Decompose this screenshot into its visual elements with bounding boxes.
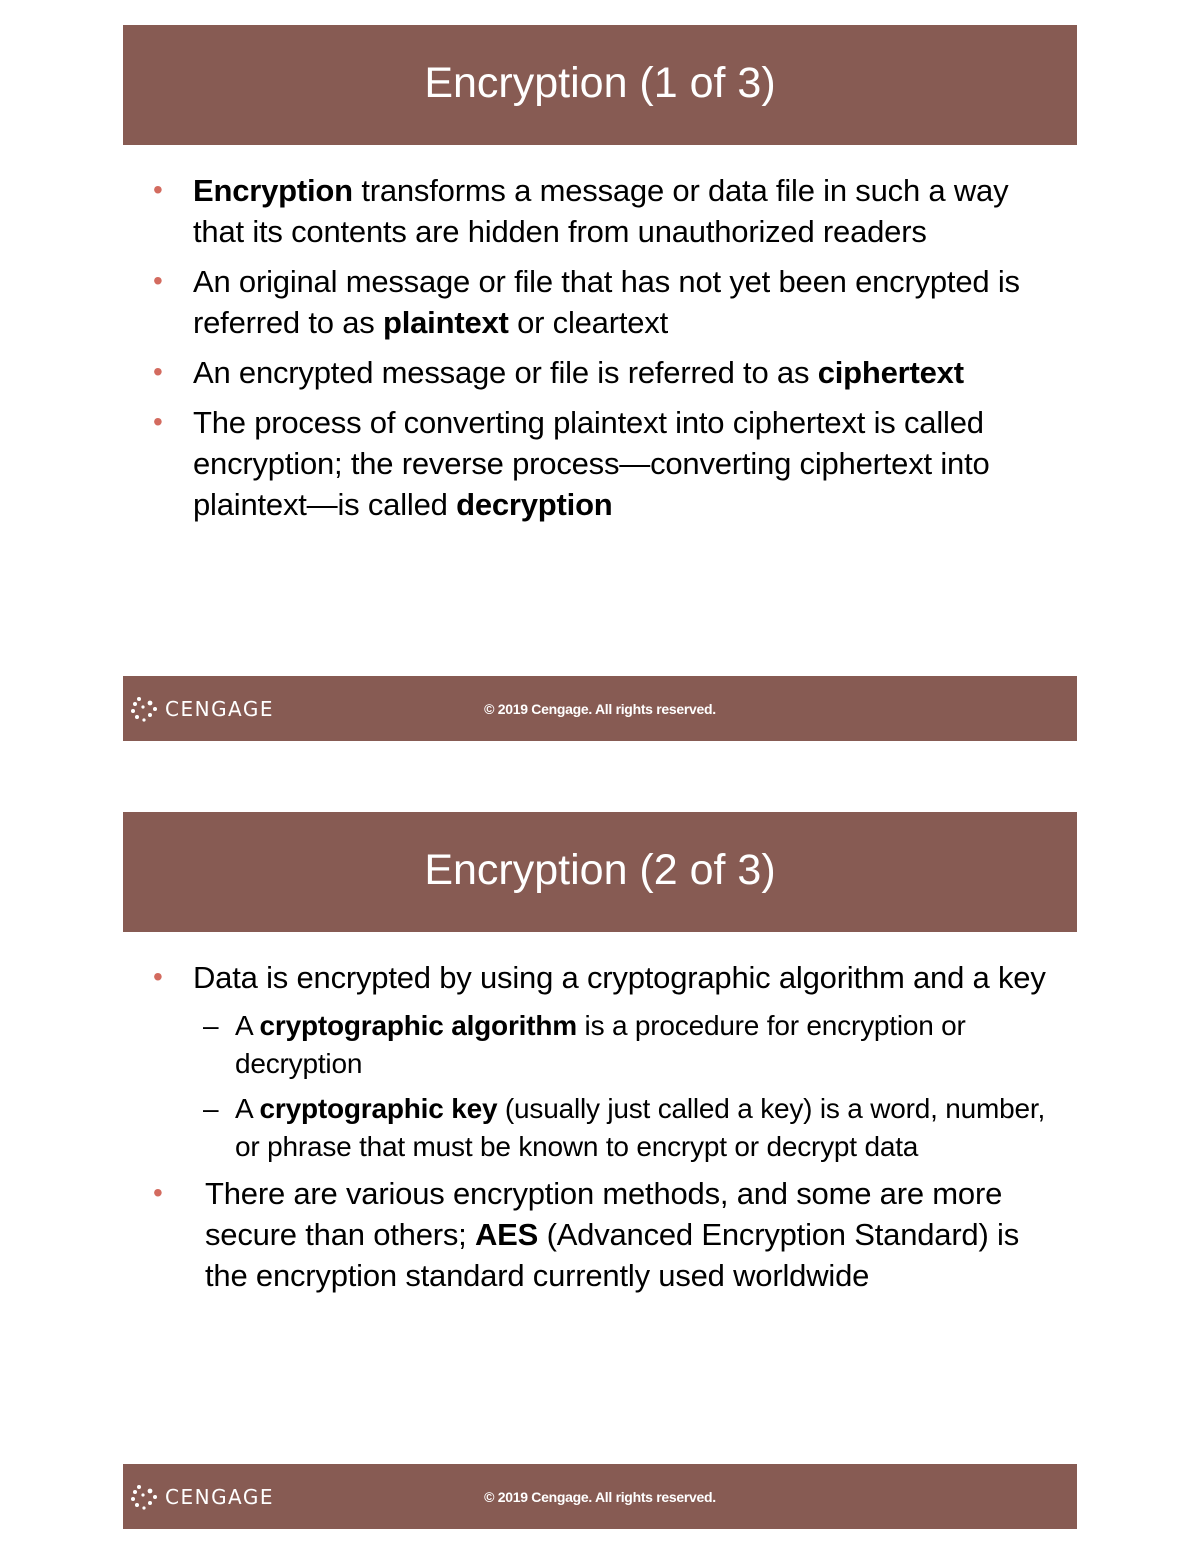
sub-bullet-text: A <box>235 1010 260 1041</box>
bullet-text: Data is encrypted by using a cryptographic algorithm and a key <box>193 960 1046 995</box>
slide-content <box>153 957 1053 1305</box>
slide-content <box>153 170 1053 534</box>
bullet-text: transforms a message or data file in such a way that its contents are hidden from unauthorized readers <box>193 173 1009 249</box>
sub-bullet-text: A <box>235 1093 260 1124</box>
bold-term: Encryption <box>193 173 353 208</box>
slide-title: Encryption (2 of 3) <box>424 845 776 894</box>
sub-bullet-text: is a procedure for encryption or decryption <box>235 1010 966 1079</box>
bold-term: cryptographic key <box>259 1093 498 1124</box>
bullet-item <box>153 402 1053 525</box>
bullet-item <box>153 1173 1053 1296</box>
sub-bullet-text: (usually just called a key) is a word, number, or phrase that must be known to encrypt or decrypt data <box>235 1093 1046 1162</box>
bold-term: cryptographic algorithm <box>259 1010 577 1041</box>
bullet-text: An encrypted message or file is referred to as <box>193 355 818 390</box>
logo-text: CENGAGE <box>165 697 275 721</box>
bold-term: ciphertext <box>817 355 964 390</box>
bullet-text: (Advanced Encryption Standard) is the encryption standard currently used worldwide <box>205 1217 1020 1293</box>
dash-icon: – <box>203 1010 219 1041</box>
bold-term: AES <box>475 1217 539 1252</box>
dash-icon: – <box>203 1093 219 1124</box>
footer-bar <box>123 1464 1077 1529</box>
title-bar <box>123 25 1077 145</box>
bold-term: decryption <box>456 487 613 522</box>
bullet-dot-icon: • <box>153 406 163 437</box>
bullet-dot-icon: • <box>153 265 163 296</box>
bullet-dot-icon: • <box>153 356 163 387</box>
bullet-text: There are various encryption methods, and some are more secure than others; <box>205 1176 1003 1252</box>
bullet-text: An original message or file that has not yet been encrypted is referred to as <box>193 264 1020 340</box>
sub-bullet-item <box>153 1090 1053 1166</box>
logo-text: CENGAGE <box>165 1485 275 1509</box>
bullet-item <box>153 170 1053 252</box>
footer-bar <box>123 676 1077 741</box>
bullet-text: or cleartext <box>508 305 669 340</box>
bullet-item <box>153 957 1053 998</box>
bullet-dot-icon: • <box>153 961 163 992</box>
bullet-dot-icon: • <box>153 174 163 205</box>
copyright-text: © 2019 Cengage. All rights reserved. <box>484 701 716 717</box>
title-bar <box>123 812 1077 932</box>
bullet-item <box>153 261 1053 343</box>
sub-bullet-item <box>153 1007 1053 1083</box>
slide-title: Encryption (1 of 3) <box>424 58 776 107</box>
slide-2 <box>123 812 1077 1529</box>
bullet-text: The process of converting plaintext into ciphertext is called encryption; the reverse process—converting ciphertext into plaintext—is called <box>193 405 990 522</box>
copyright-text: © 2019 Cengage. All rights reserved. <box>484 1489 716 1505</box>
bullet-dot-icon: • <box>153 1177 163 1208</box>
bold-term: plaintext <box>382 305 509 340</box>
slide-1 <box>123 25 1077 741</box>
bullet-item <box>153 352 1053 393</box>
